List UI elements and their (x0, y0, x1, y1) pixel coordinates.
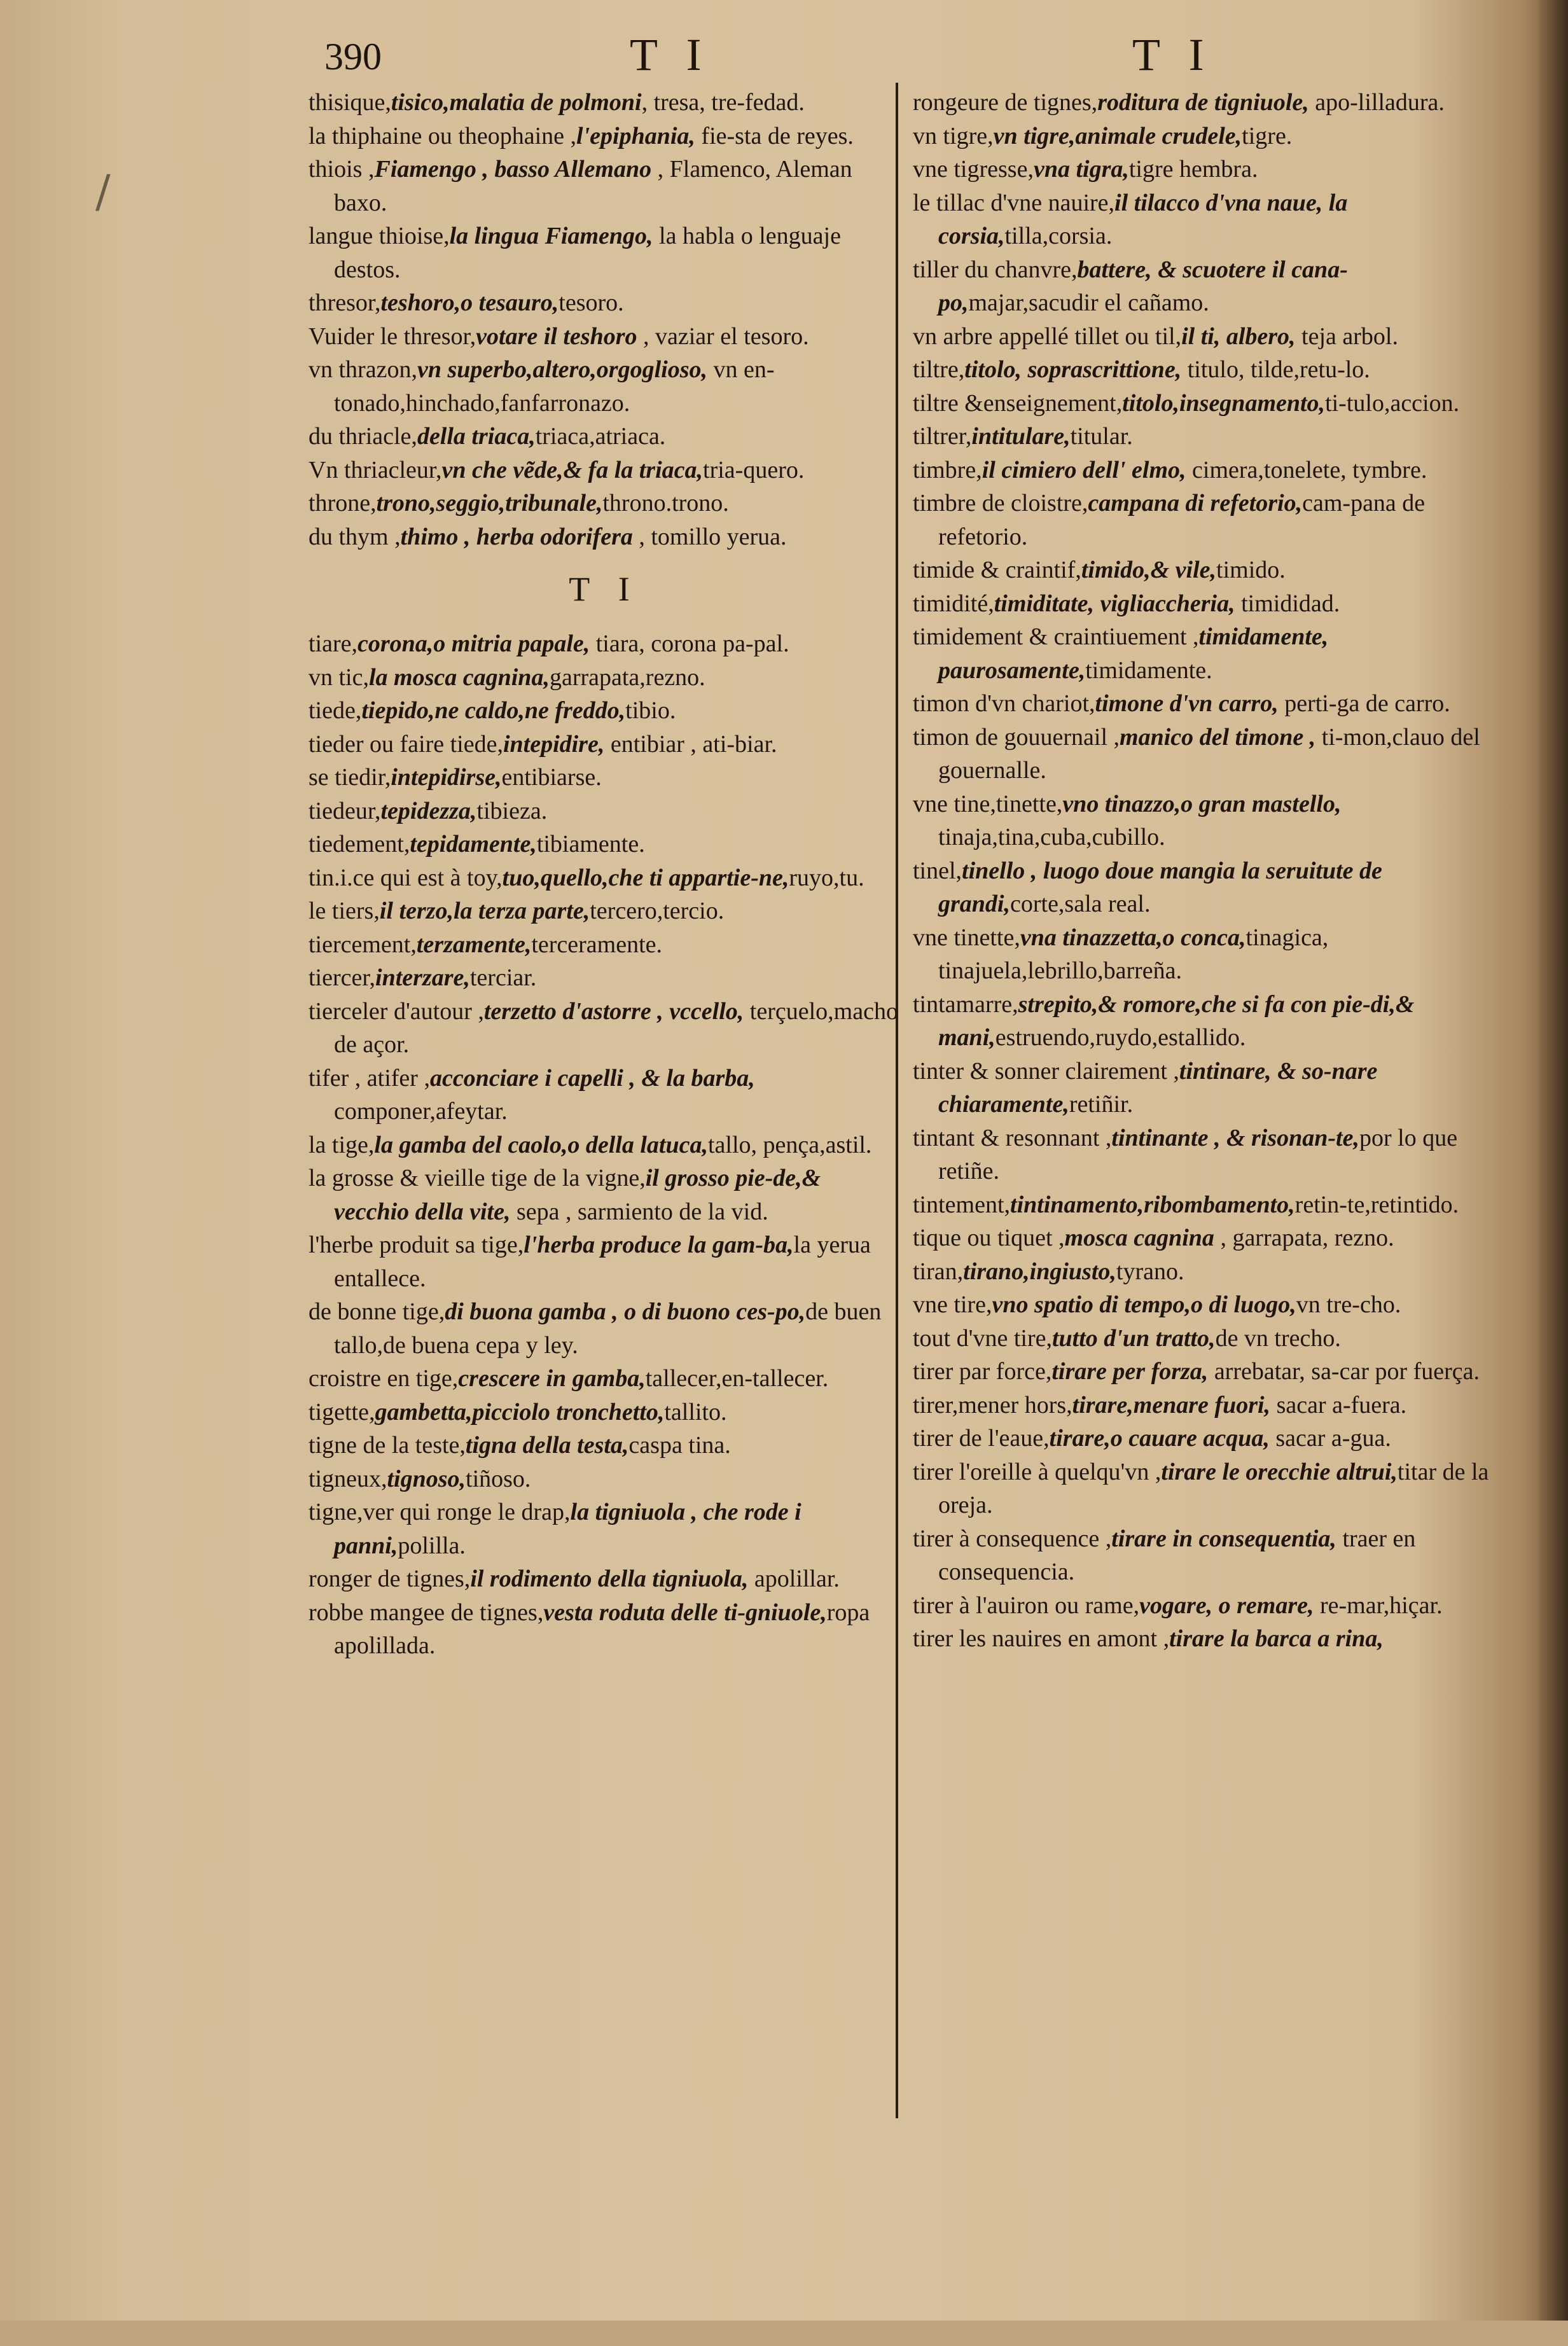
entry-french-headword: throne, (309, 490, 377, 517)
dictionary-entry (309, 1396, 900, 1429)
entry-italian-gloss: tirare,menare fuori, (1072, 1391, 1271, 1419)
dictionary-entry (913, 1055, 1504, 1121)
entry-italian-gloss: intepidire, (503, 730, 605, 758)
dictionary-entry (913, 1121, 1504, 1188)
dictionary-entry (913, 587, 1504, 621)
entry-italian-gloss: tigna della testa, (465, 1432, 629, 1459)
dictionary-entry (309, 894, 900, 928)
entry-spanish-gloss: arrebatar, sa-car por fuerça. (1208, 1358, 1480, 1385)
entry-spanish-gloss: caspa tina. (628, 1432, 731, 1459)
entry-italian-gloss: acconciare i capelli , & la barba, (429, 1064, 755, 1092)
dictionary-entry (913, 487, 1504, 553)
entry-french-headword: robbe mangee de tignes, (309, 1599, 544, 1626)
entry-italian-gloss: l'epiphania, (576, 122, 695, 149)
entry-italian-gloss: la gamba del caolo,o della latuca, (374, 1131, 708, 1158)
dictionary-entry (309, 861, 900, 895)
entry-italian-gloss: tintinare, & so-nare chiaramente, (938, 1057, 1378, 1118)
entry-french-headword: timidement & craintiuement , (913, 623, 1199, 650)
entry-french-headword: tique ou tiquet , (913, 1225, 1065, 1251)
entry-spanish-gloss: , tomillo yerua. (632, 523, 787, 550)
entry-spanish-gloss: terceramente. (531, 931, 663, 958)
entry-italian-gloss: tinello , luogo doue mangia la seruitute de grandi, (938, 857, 1382, 917)
dictionary-entry (309, 761, 900, 795)
entry-italian-gloss: vno tinazzo,o gran mastello, (1062, 790, 1342, 817)
dictionary-entry (913, 620, 1504, 687)
entry-italian-gloss: vogare, o remare, (1139, 1592, 1314, 1619)
entry-italian-gloss: mosca cagnina (1064, 1225, 1214, 1251)
entry-french-headword: croistre en tige, (309, 1365, 459, 1392)
entry-spanish-gloss: de vn trecho. (1215, 1324, 1341, 1352)
entry-italian-gloss: vna tinazzetta,o conca, (1020, 924, 1246, 951)
entry-french-headword: vn arbre appellé tillet ou til, (913, 323, 1182, 350)
entry-french-headword: Vn thriacleur, (309, 456, 442, 483)
dictionary-entry (913, 454, 1504, 487)
entry-spanish-gloss: sacar a-fuera. (1270, 1391, 1407, 1419)
entry-italian-gloss: tirare le orecchie altrui, (1161, 1458, 1398, 1485)
entry-spanish-gloss: triaca,atriaca. (535, 423, 666, 450)
entry-spanish-gloss: ropa apolillada. (334, 1599, 870, 1659)
right-column (913, 86, 1504, 1656)
page-bottom-margin (0, 2321, 1568, 2346)
entry-spanish-gloss: entibiarse. (501, 764, 602, 791)
dictionary-entry (309, 1362, 900, 1396)
entry-french-headword: vne tigresse, (913, 156, 1034, 183)
entry-spanish-gloss: titular. (1070, 423, 1133, 450)
entry-spanish-gloss: entibiar , ati-biar. (604, 730, 777, 758)
dictionary-entry (913, 1288, 1504, 1322)
entry-italian-gloss: vn superbo,altero,orgoglioso, (417, 356, 707, 383)
entry-italian-gloss: teshoro,o tesauro, (380, 289, 559, 316)
entry-italian-gloss: tirano,ingiusto, (963, 1258, 1116, 1285)
dictionary-entry (309, 995, 900, 1062)
dictionary-entry (309, 1128, 900, 1162)
entry-italian-gloss: thimo , herba odorifera (400, 523, 633, 550)
entry-spanish-gloss: tallo, pença,astil. (707, 1131, 872, 1158)
entry-italian-gloss: il terzo,la terza parte, (379, 898, 590, 924)
entry-italian-gloss: il grosso pie-de,& vecchio della vite, (334, 1165, 821, 1225)
entry-spanish-gloss: ti-mon,clauo del gouernalle. (938, 723, 1480, 784)
entry-french-headword: tiltre &enseignement, (913, 389, 1123, 417)
dictionary-entry (913, 1622, 1504, 1656)
entry-french-headword: tintamarre, (913, 990, 1018, 1018)
entry-italian-gloss: la lingua Fiamengo, (449, 223, 653, 249)
entry-italian-gloss: tirare in consequentia, (1111, 1525, 1336, 1552)
entry-spanish-gloss: timido. (1216, 557, 1286, 583)
entry-italian-gloss: tirare,o cauare acqua, (1049, 1425, 1270, 1452)
dictionary-entry (913, 1522, 1504, 1589)
entry-french-headword: tiercer, (309, 964, 376, 991)
entry-french-headword: langue thioise, (309, 223, 450, 249)
entry-french-headword: le tillac d'vne nauire, (913, 189, 1115, 216)
dictionary-entry (309, 661, 900, 695)
entry-french-headword: tiedeur, (309, 797, 381, 824)
entry-spanish-gloss: terçuelo,macho de açor. (334, 997, 898, 1058)
entry-french-headword: rongeure de tignes, (913, 89, 1098, 116)
dictionary-entry (309, 454, 900, 487)
entry-french-headword: tiller du chanvre, (913, 256, 1078, 283)
entry-french-headword: l'herbe produit sa tige, (309, 1232, 524, 1258)
entry-italian-gloss: vna tigra, (1033, 156, 1129, 183)
dictionary-entry (913, 1322, 1504, 1356)
entry-italian-gloss: intitulare, (971, 423, 1071, 450)
entry-italian-gloss: tintinante , & risonan-te, (1111, 1124, 1359, 1151)
entry-french-headword: vn thrazon, (309, 356, 417, 383)
entry-french-headword: timon de gouuernail , (913, 723, 1120, 751)
entry-italian-gloss: corona,o mitria papale, (357, 630, 590, 657)
entry-french-headword: tiare, (309, 630, 358, 657)
entry-spanish-gloss: apolillar. (748, 1565, 840, 1592)
entry-spanish-gloss: majar,sacudir el cañamo. (968, 289, 1209, 316)
entry-french-headword: tintant & resonnant , (913, 1124, 1112, 1151)
entry-italian-gloss: tisico,malatia de polmoni (391, 89, 642, 116)
section-heading: T I (569, 570, 640, 608)
entry-french-headword: vn tigre, (913, 122, 994, 149)
dictionary-entry (309, 153, 900, 219)
entry-spanish-gloss: tinaja,tina,cuba,cubillo. (938, 824, 1165, 850)
entry-spanish-gloss: retiñir. (1069, 1091, 1134, 1118)
entry-italian-gloss: la mosca cagnina, (368, 663, 550, 691)
dictionary-entry (309, 86, 900, 120)
dictionary-entry (309, 1596, 900, 1663)
entry-spanish-gloss: tallecer,en-tallecer. (645, 1365, 829, 1392)
dictionary-entry (309, 961, 900, 995)
margin-mark: / (95, 165, 111, 218)
entry-spanish-gloss: terciar. (469, 964, 537, 991)
left-entries-after-heading (309, 627, 900, 1663)
entry-french-headword: tirer à l'auiron ou rame, (913, 1592, 1140, 1619)
left-entries-before-heading (309, 86, 900, 553)
entry-spanish-gloss: traer en consequencia. (938, 1525, 1416, 1585)
dictionary-entry (309, 1228, 900, 1295)
header-right-letters: T I (1132, 29, 1213, 80)
dictionary-entry (913, 687, 1504, 721)
entry-italian-gloss: tirare la barca a rina, (1169, 1625, 1384, 1652)
entry-italian-gloss: timone d'vn carro, (1095, 690, 1279, 717)
entry-italian-gloss: vn tigre,animale crudele, (993, 122, 1242, 149)
entry-spanish-gloss: tilla,corsia. (1004, 223, 1113, 249)
entry-spanish-gloss: teja arbol. (1295, 323, 1398, 350)
entry-italian-gloss: campana di refetorio, (1088, 490, 1303, 517)
entry-spanish-gloss: perti-ga de carro. (1278, 690, 1450, 717)
entry-spanish-gloss: tiñoso. (466, 1465, 531, 1492)
entry-spanish-gloss: fie-sta de reyes. (695, 122, 854, 149)
entry-french-headword: timide & craintif, (913, 557, 1081, 583)
dictionary-entry (913, 420, 1504, 454)
entry-spanish-gloss: cimera,tonelete, tymbre. (1186, 456, 1427, 483)
dictionary-entry (309, 694, 900, 728)
dictionary-entry (309, 353, 900, 420)
dictionary-entry (913, 1389, 1504, 1422)
entry-italian-gloss: manico del timone , (1120, 723, 1316, 751)
entry-italian-gloss: terzamente, (416, 931, 532, 958)
entry-italian-gloss: gambetta,picciolo tronchetto, (375, 1398, 665, 1426)
entry-spanish-gloss: tibio. (625, 697, 676, 724)
entry-spanish-gloss: tercero,tercio. (590, 898, 725, 924)
entry-spanish-gloss: , Flamenco, Aleman baxo. (334, 156, 852, 216)
entry-french-headword: de bonne tige, (309, 1298, 445, 1325)
entry-french-headword: du thym , (309, 523, 401, 550)
dictionary-entry (913, 253, 1504, 320)
dictionary-entry (309, 1462, 900, 1496)
entry-italian-gloss: tiepido,ne caldo,ne freddo, (361, 697, 626, 724)
entry-french-headword: tiltre, (913, 356, 965, 383)
entry-spanish-gloss: garrapata,rezno. (549, 663, 705, 691)
entry-spanish-gloss: , tresa, tre-fedad. (641, 89, 805, 116)
entry-french-headword: tigneux, (309, 1465, 387, 1492)
dictionary-entry (913, 988, 1504, 1055)
entry-french-headword: timidité, (913, 590, 994, 617)
entry-spanish-gloss: throno.trono. (602, 490, 729, 517)
entry-spanish-gloss: apo-lilladura. (1308, 89, 1445, 116)
entry-french-headword: tiedement, (309, 831, 410, 857)
dictionary-entry (309, 1429, 900, 1462)
entry-italian-gloss: timidamente, paurosamente, (938, 623, 1329, 684)
entry-italian-gloss: timido,& vile, (1081, 557, 1217, 583)
entry-french-headword: se tiedir, (309, 764, 391, 791)
entry-french-headword: Vuider le thresor, (309, 323, 476, 350)
entry-french-headword: tirer par force, (913, 1358, 1052, 1385)
dictionary-entry (913, 1455, 1504, 1522)
dictionary-entry (309, 219, 900, 286)
entry-italian-gloss: titolo, soprascrittione, (964, 356, 1182, 383)
entry-french-headword: vne tinette, (913, 924, 1020, 951)
entry-spanish-gloss: la habla o lenguaje destos. (334, 223, 841, 283)
entry-spanish-gloss: titar de la oreja. (938, 1458, 1489, 1518)
entry-french-headword: tiltrer, (913, 423, 972, 450)
dictionary-entry (309, 320, 900, 354)
entry-spanish-gloss: tinagica, tinajuela,lebrillo,barreña. (938, 924, 1329, 984)
entry-italian-gloss: trono,seggio,tribunale, (376, 490, 603, 517)
dictionary-entry (913, 1589, 1504, 1623)
dictionary-entry (309, 795, 900, 828)
dictionary-entry (309, 120, 900, 153)
dictionary-entry (913, 86, 1504, 120)
entry-spanish-gloss: estruendo,ruydo,estallido. (995, 1024, 1246, 1051)
entry-italian-gloss: l'herba produce la gam-ba, (524, 1232, 794, 1258)
entry-italian-gloss: tepidamente, (410, 831, 537, 857)
entry-italian-gloss: interzare, (375, 964, 470, 991)
entry-spanish-gloss: ruyo,tu. (789, 864, 864, 891)
entry-french-headword: tigne de la teste, (309, 1432, 466, 1459)
dictionary-entry (913, 1255, 1504, 1289)
entry-french-headword: vne tine,tinette, (913, 790, 1063, 817)
dictionary-entry (309, 928, 900, 962)
entry-french-headword: tout d'vne tire, (913, 1324, 1052, 1352)
entry-french-headword: du thriacle, (309, 423, 417, 450)
entry-italian-gloss: titolo,insegnamento, (1122, 389, 1326, 417)
entry-italian-gloss: della triaca, (417, 423, 536, 450)
entry-italian-gloss: votare il teshoro (476, 323, 637, 350)
entry-french-headword: tirer l'oreille à quelqu'vn , (913, 1458, 1162, 1485)
dictionary-entry (913, 721, 1504, 788)
entry-spanish-gloss: tallito. (664, 1398, 727, 1426)
dictionary-entry (309, 1162, 900, 1228)
entry-spanish-gloss: tria-quero. (703, 456, 805, 483)
entry-spanish-gloss: titulo, tilde,retu-lo. (1181, 356, 1370, 383)
entry-french-headword: tiede, (309, 697, 362, 724)
dictionary-entry (913, 788, 1504, 854)
entry-french-headword: tiercement, (309, 931, 417, 958)
entry-italian-gloss: di buona gamba , o di buono ces-po, (445, 1298, 806, 1325)
entry-spanish-gloss: timididad. (1235, 590, 1340, 617)
entry-french-headword: tigette, (309, 1398, 375, 1426)
entry-italian-gloss: tintinamento,ribombamento, (1010, 1191, 1295, 1218)
running-header (299, 29, 1546, 86)
entry-spanish-gloss: cam-pana de refetorio. (938, 490, 1426, 550)
dictionary-entry (913, 186, 1504, 253)
entry-spanish-gloss: vn en-tonado,hinchado,fanfarronazo. (334, 356, 775, 417)
entry-spanish-gloss: re-mar,hiçar. (1314, 1592, 1443, 1619)
entry-italian-gloss: il ti, albero, (1181, 323, 1296, 350)
entry-italian-gloss: tignoso, (387, 1465, 466, 1492)
dictionary-entry (913, 387, 1504, 420)
entry-french-headword: thisique, (309, 89, 391, 116)
entry-french-headword: tieder ou faire tiede, (309, 730, 503, 758)
entry-italian-gloss: tirare per forza, (1051, 1358, 1209, 1385)
entry-french-headword: tirer de l'eaue, (913, 1425, 1050, 1452)
entry-italian-gloss: il rodimento della tigniuola, (470, 1565, 749, 1592)
entry-french-headword: le tiers, (309, 898, 380, 924)
header-left-letters: T I (630, 29, 711, 80)
dictionary-entry (913, 854, 1504, 921)
entry-italian-gloss: il cimiero dell' elmo, (982, 456, 1186, 483)
entry-spanish-gloss: de buen tallo,de buena cepa y ley. (334, 1298, 882, 1359)
entry-french-headword: thresor, (309, 289, 381, 316)
page-edge-shadow (1539, 0, 1568, 2346)
entry-spanish-gloss: polilla. (398, 1532, 466, 1559)
entry-spanish-gloss: sacar a-gua. (1269, 1425, 1391, 1452)
entry-spanish-gloss: sepa , sarmiento de la vid. (510, 1198, 768, 1225)
entry-spanish-gloss: tesoro. (559, 289, 624, 316)
dictionary-entry (913, 1221, 1504, 1255)
entry-spanish-gloss: ti-tulo,accion. (1325, 389, 1460, 417)
dictionary-entry (913, 553, 1504, 587)
entry-italian-gloss: tepidezza, (380, 797, 477, 824)
entry-french-headword: la thiphaine ou theophaine , (309, 122, 577, 149)
dictionary-entry (913, 120, 1504, 153)
dictionary-entry (913, 153, 1504, 186)
entry-spanish-gloss: timidamente. (1085, 656, 1212, 684)
entry-french-headword: tirer les nauires en amont , (913, 1625, 1170, 1652)
entry-french-headword: vne tire, (913, 1291, 992, 1318)
entry-italian-gloss: la tigniuola , che rode i panni, (334, 1499, 801, 1559)
entry-french-headword: tin.i.ce qui est à toy, (309, 864, 503, 891)
entry-spanish-gloss: tibieza. (476, 797, 548, 824)
dictionary-entry (309, 1295, 900, 1362)
dictionary-entry (309, 520, 900, 554)
entry-spanish-gloss: componer,afeytar. (334, 1098, 508, 1125)
entry-french-headword: la grosse & vieille tige de la vigne, (309, 1165, 646, 1191)
entry-spanish-gloss: , vaziar el tesoro. (637, 323, 809, 350)
entry-spanish-gloss: tyrano. (1116, 1258, 1184, 1285)
dictionary-entry (309, 1496, 900, 1562)
dictionary-entry (309, 1062, 900, 1128)
entry-spanish-gloss: , garrapata, rezno. (1214, 1225, 1394, 1251)
entry-french-headword: timbre de cloistre, (913, 490, 1088, 517)
entry-italian-gloss: strepito,& romore,che si fa con pie-di,& mani, (938, 990, 1415, 1051)
dictionary-entry (309, 286, 900, 320)
entry-spanish-gloss: vn tre-cho. (1296, 1291, 1401, 1318)
dictionary-entry (913, 1355, 1504, 1389)
entry-italian-gloss: battere, & scuotere il cana-po, (938, 256, 1348, 316)
entry-spanish-gloss: retin-te,retintido. (1294, 1191, 1459, 1218)
entry-italian-gloss: tutto d'un tratto, (1051, 1324, 1216, 1352)
entry-italian-gloss: vno spatio di tempo,o di luogo, (992, 1291, 1296, 1318)
entry-italian-gloss: Fiamengo , basso Allemano (374, 156, 652, 183)
dictionary-entry (913, 353, 1504, 387)
dictionary-entry (309, 420, 900, 454)
dictionary-entry (309, 1562, 900, 1596)
entry-italian-gloss: intepidirse, (391, 764, 502, 791)
dictionary-entry (309, 487, 900, 520)
entry-french-headword: la tige, (309, 1131, 375, 1158)
entry-french-headword: ronger de tignes, (309, 1565, 471, 1592)
dictionary-entry (309, 728, 900, 761)
entry-spanish-gloss: tigre hembra. (1128, 156, 1258, 183)
dictionary-entry (309, 828, 900, 861)
entry-french-headword: tigne,ver qui ronge le drap, (309, 1499, 571, 1525)
entry-italian-gloss: vesta roduta delle ti-gniuole, (543, 1599, 827, 1626)
entry-spanish-gloss: tibiamente. (536, 831, 645, 857)
entry-spanish-gloss: tiara, corona pa-pal. (590, 630, 789, 657)
dictionary-entry (309, 627, 900, 661)
entry-french-headword: tinel, (913, 857, 962, 884)
dictionary-entry (913, 320, 1504, 354)
entry-french-headword: tierceler d'autour , (309, 997, 484, 1025)
dictionary-entry (913, 1188, 1504, 1222)
dictionary-entry (913, 921, 1504, 988)
entry-italian-gloss: crescere in gamba, (458, 1365, 646, 1392)
entry-french-headword: tirer,mener hors, (913, 1391, 1072, 1419)
entry-spanish-gloss: corte,sala real. (1009, 891, 1151, 917)
entry-italian-gloss: terzetto d'astorre , vccello, (483, 997, 744, 1025)
entry-italian-gloss: vn che vẽde,& fa la triaca, (441, 456, 704, 483)
entry-french-headword: thiois , (309, 156, 375, 183)
entry-italian-gloss: timiditate, vigliaccheria, (994, 590, 1235, 617)
entry-french-headword: tirer à consequence , (913, 1525, 1112, 1552)
entry-french-headword: tifer , atifer , (309, 1064, 430, 1092)
entry-french-headword: tiran, (913, 1258, 964, 1285)
page-number: 390 (324, 36, 382, 78)
entry-french-headword: tintement, (913, 1191, 1011, 1218)
left-column (309, 86, 900, 1663)
entry-french-headword: timbre, (913, 456, 982, 483)
entry-french-headword: vn tic, (309, 663, 369, 691)
entry-spanish-gloss: por lo que retiñe. (938, 1124, 1458, 1184)
entry-french-headword: timon d'vn chariot, (913, 690, 1095, 717)
entry-spanish-gloss: la yerua entallece. (334, 1232, 871, 1292)
entry-french-headword: tinter & sonner clairement , (913, 1057, 1179, 1085)
dictionary-entry (913, 1422, 1504, 1455)
entry-italian-gloss: tuo,quello,che ti appartie-ne, (502, 864, 789, 891)
entry-italian-gloss: roditura de tigniuole, (1097, 89, 1309, 116)
entry-italian-gloss: il tilacco d'vna naue, la corsia, (938, 189, 1348, 249)
entry-spanish-gloss: tigre. (1242, 122, 1293, 149)
